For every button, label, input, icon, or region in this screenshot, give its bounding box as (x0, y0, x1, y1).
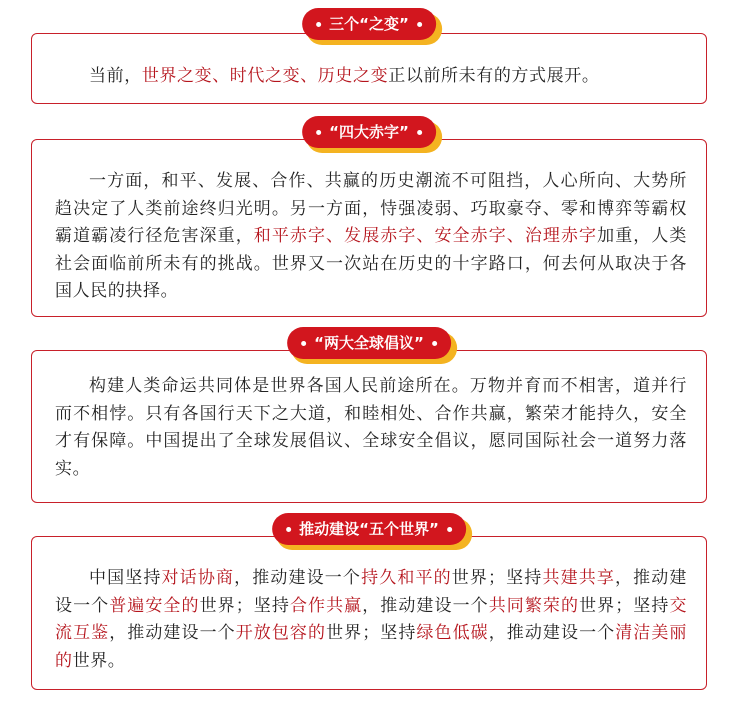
section-paragraph (55, 63, 687, 91)
section-two-global-initiatives (31, 327, 707, 505)
bullet-dot-icon (432, 341, 437, 346)
text-segment: 世界；坚持 (199, 595, 290, 616)
text-segment: 当前， (89, 66, 142, 86)
section-heading-badge (272, 513, 466, 545)
highlighted-phrase: 持久和平的 (361, 568, 452, 588)
bullet-dot-icon (447, 527, 452, 532)
highlighted-phrase: 清洁美丽的 (55, 623, 688, 671)
text-segment: ，推动建设一个 (55, 568, 687, 616)
section-paragraph (55, 565, 687, 675)
highlighted-phrase: 共建共享 (542, 568, 615, 588)
section-heading-badge (302, 116, 436, 148)
section-heading-badge (287, 327, 451, 359)
section-heading: “两大全球倡议” (314, 334, 424, 352)
bullet-dot-icon (417, 130, 422, 135)
text-segment: 构建人类命运共同体是世界各国人民前途所在。万物并育而不相害，道并行而不相悖。只有各国行天下之大道，和睦相处、合作共赢，繁荣才能持久，安全才有保障。中国提出了全球发展倡议、全球安全倡议，愿同国际社会一道努力落实。 (55, 376, 687, 479)
highlighted-phrase: 合作共赢 (289, 595, 363, 616)
section-heading: 推动建设“五个世界” (299, 520, 439, 538)
bullet-dot-icon (417, 22, 422, 27)
highlighted-phrase: 世界之变、时代之变、历史之变 (141, 66, 389, 86)
highlighted-phrase: 和平赤字、发展赤字、安全赤字、治理赤字 (253, 226, 598, 246)
text-segment: 世界；坚持 (451, 568, 543, 588)
section-five-worlds (31, 513, 707, 693)
text-segment: ，推动建设一个 (234, 568, 362, 588)
section-heading: “四大赤字” (329, 123, 409, 141)
highlighted-phrase: 对话协商 (161, 568, 235, 588)
text-segment: 世界；坚持 (326, 623, 417, 643)
section-three-changes (31, 8, 707, 108)
text-segment: 加重，人类社会面临前所未有的挑战。世界又一次站在历史的十字路口，何去何从取决于各国人民的抉择。 (55, 226, 688, 301)
highlighted-phrase: 普遍安全的 (109, 595, 200, 616)
text-segment: 一方面，和平、发展、合作、共赢的历史潮流不可阻挡，人心所向、大势所趋决定了人类前途终归光明。另一方面，恃强凌弱、巧取豪夺、零和博弈等霸权霸道霸凌行径危害深重， (55, 171, 687, 246)
highlighted-phrase: 绿色低碳 (416, 623, 489, 643)
text-segment: 世界。 (72, 650, 126, 671)
section-paragraph (55, 168, 687, 306)
text-segment: ，推动建设一个 (362, 595, 489, 616)
section-four-deficits (31, 116, 707, 320)
text-segment: 正以前所未有的方式展开。 (388, 66, 600, 86)
section-paragraph (55, 373, 687, 483)
text-segment: ，推动建设一个 (109, 623, 236, 643)
text-segment: ，推动建设一个 (488, 623, 616, 643)
section-heading: 三个“之变” (329, 15, 409, 33)
highlighted-phrase: 交流互鉴 (55, 595, 688, 643)
text-segment: 世界；坚持 (579, 595, 670, 616)
section-heading-badge (302, 8, 436, 40)
text-segment: 中国坚持 (89, 568, 162, 588)
highlighted-phrase: 开放包容的 (235, 623, 327, 643)
highlighted-phrase: 共同繁荣的 (488, 595, 580, 616)
